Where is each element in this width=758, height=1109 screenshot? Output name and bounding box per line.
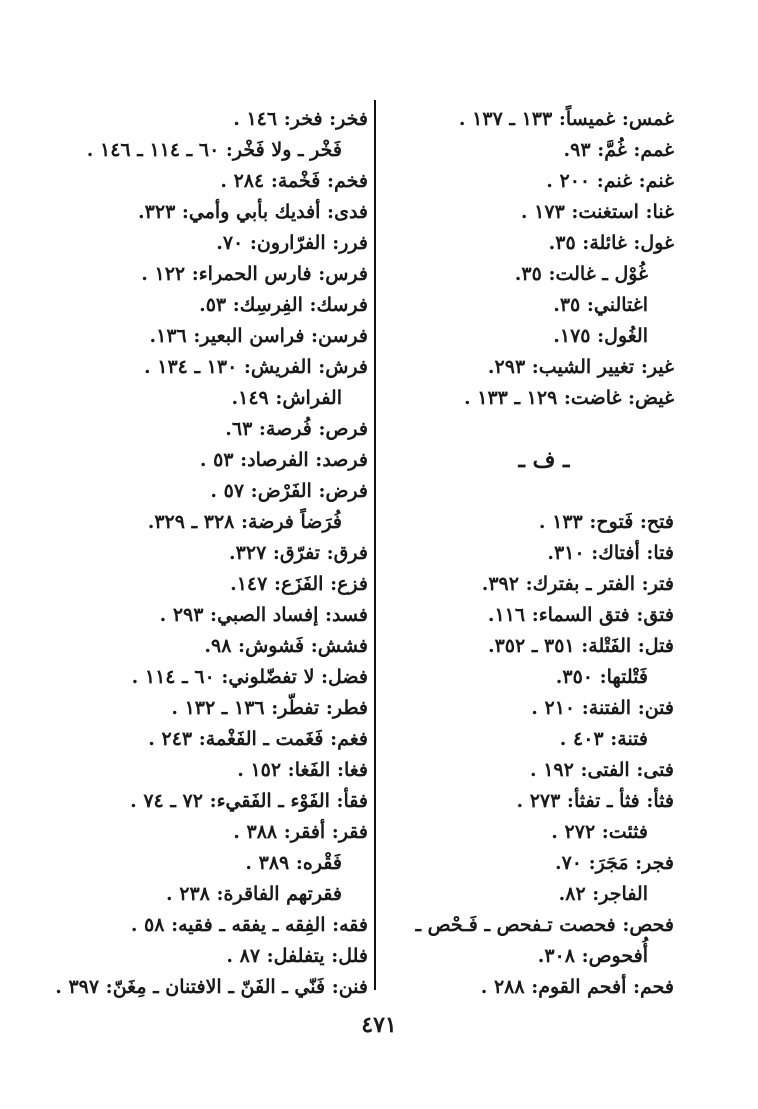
index-entry: فثئت: ٢٧٢ . [551,821,648,843]
index-entry: فرض: الفَرْض: ٥٧ . [210,480,368,502]
index-entry: فلل: يتفلفل: ٨٧ . [226,945,368,967]
index-entry: فتل: الفَتْلة: ٣٥١ ـ ٣٥٢. [487,635,674,657]
index-entry: فَتْلتها: ٣٥٠. [555,666,648,688]
index-entry: فرر: الفرّارون: ٧٠. [216,232,368,254]
index-entry: فتنة: ٤٠٣ . [559,728,648,750]
index-entry: فحم: أفحم القوم: ٢٨٨ . [480,976,674,998]
index-entry: فغا: الفَغا: ١٥٢ . [237,759,368,781]
entries-fa [374,507,674,1003]
index-entry: أُفحوص: ٣٠٨. [537,945,648,967]
index-entry: فتا: أفتاك: ٣١٠. [547,542,674,564]
index-entry: فتى: الفتى: ١٩٢ . [529,759,674,781]
index-entry: فتح: فَتوح: ١٣٣ . [538,511,674,533]
index-entry: غُوْل ـ غالت: ٣٥. [514,263,648,285]
index-entry: فشش: فَشوش: ٩٨. [204,635,368,657]
index-entry: غنا: استغنت: ١٧٣ . [520,201,674,223]
index-entry: فرص: فُرصة: ٦٣. [225,418,368,440]
column-divider [374,100,376,990]
index-entry: فرش: الفريش: ١٣٠ ـ ١٣٤ . [144,356,368,378]
index-entry: اغتالني: ٣٥. [553,294,648,316]
index-entry: فَقْره: ٣٨٩ . [245,852,342,874]
index-entry: فُرَضاً فرضة: ٣٢٨ ـ ٣٢٩. [147,511,342,533]
index-entry: فرق: تفرّق: ٣٢٧. [229,542,368,564]
index-entry: فقه: الفِقه ـ يفقه ـ فقيه: ٥٨ . [130,914,368,936]
index-entry: فسد: إفساد الصبي: ٢٩٣ . [159,604,368,626]
index-entry: غمم: غُمَّ: ٩٣. [563,139,674,161]
index-entry: فَخْر ـ ولا فَخْر: ٦٠ ـ ١١٤ ـ ١٤٦ . [86,139,342,161]
index-entry: فزع: الفَزَع: ١٤٧. [230,573,368,595]
entries-left [55,104,368,1003]
index-entry: فخم: فَخْمة: ٢٨٤ . [220,170,368,192]
index-entry: فرسن: فراسن البعير: ١٣٦. [149,325,368,347]
index-entry: فتر: الفتر ـ بفترك: ٣٩٢. [481,573,674,595]
right-column [374,104,674,1003]
section-spacer [374,476,674,507]
index-entry: الفاجر: ٨٢. [558,883,648,905]
page-number: ٤٧١ [361,1012,397,1038]
index-entry: غيض: غاضت: ١٢٩ ـ ١٣٣ . [464,387,674,409]
index-entry: فقر: أفقر: ٣٨٨ . [233,821,368,843]
index-entry: فطر: تفطّر: ١٣٦ ـ ١٣٢ . [171,697,368,719]
index-entry: فدى: أفديك بأبي وأمي: ٣٢٣. [138,201,368,223]
index-entry: فرسك: الفِرسِك: ٥٣. [199,294,368,316]
index-entry: فنن: فَنّي ـ الفَنّ ـ الافتنان ـ مِغَنّ: ٣٩٧ . [55,976,368,998]
index-entry: فتق: فتق السماء: ١١٦. [487,604,674,626]
left-column [55,104,368,1003]
index-entry: الغُول: ١٧٥. [553,325,648,347]
index-entry: الفراش: ١٤٩. [231,387,342,409]
index-entry: فجر: مَجَرَ: ٧٠. [554,852,674,874]
index-entry: فرس: فارس الحمراء: ١٢٢ . [141,263,368,285]
index-entry: فحص: فحصت تـفحص ـ فَـحْص ـ [415,914,674,936]
index-entry: فخر: فخر: ١٤٦ . [233,108,368,130]
entries-ghayn [374,104,674,414]
section-spacer [374,414,674,445]
index-entry: فثأ: فثأ ـ تفثأ: ٢٧٣ . [516,790,674,812]
index-entry: غول: غائلة: ٣٥. [548,232,674,254]
index-entry: فغم: فَغَمت ـ الفَغْمة: ٢٤٣ . [148,728,368,750]
index-entry: فرصد: الفرصاد: ٥٣ . [199,449,368,471]
index-entry: غمس: غميساً: ١٣٣ ـ ١٣٧ . [458,108,674,130]
index-entry: فضل: لا تفضّلوني: ٦٠ ـ ١١٤ . [131,666,368,688]
index-entry: فقأ: الفَوْء ـ الفَقيء: ٧٢ ـ ٧٤ . [130,790,368,812]
index-entry: غير: تغيير الشيب: ٢٩٣. [487,356,674,378]
section-header-fa: ـ ف ـ [518,447,570,473]
index-entry: فقرتهم الفاقرة: ٢٣٨ . [166,883,342,905]
index-entry: غنم: غنم: ٢٠٠ . [546,170,674,192]
index-entry: فتن: الفتنة: ٢١٠ . [531,697,674,719]
